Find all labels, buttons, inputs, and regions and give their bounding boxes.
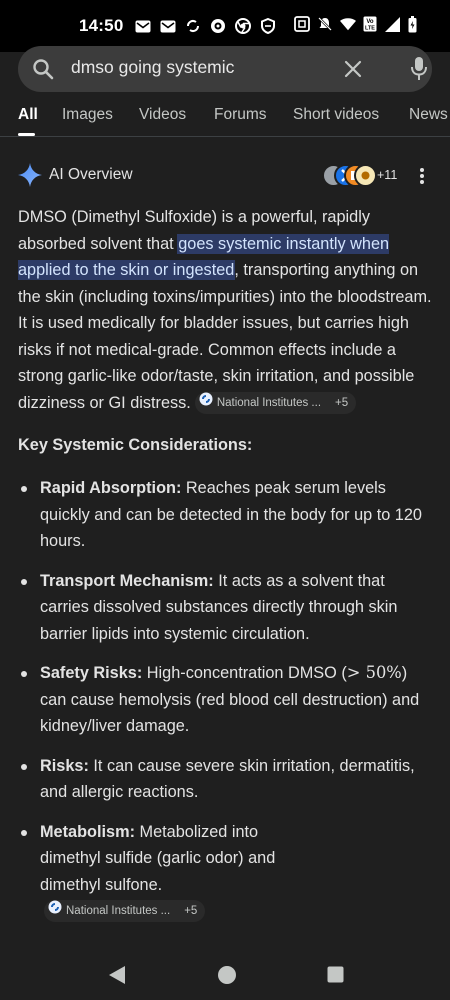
- more-options-icon[interactable]: [418, 165, 426, 192]
- battery-icon: [407, 16, 417, 32]
- source-avatar: [354, 164, 377, 187]
- gmail-icon: [135, 18, 151, 34]
- list-item: [18, 475, 436, 555]
- recents-icon[interactable]: [327, 966, 344, 988]
- citation-chip[interactable]: [195, 392, 356, 414]
- sync-icon: [185, 18, 201, 34]
- bullet-term: Safety Risks:: [40, 664, 143, 682]
- bullet-term: Transport Mechanism:: [40, 571, 214, 590]
- highlighted-text: goes systemic instantly when applied to the skin or ingested: [18, 234, 390, 279]
- bullet-term: Rapid Absorption:: [40, 479, 182, 497]
- bullet-term: Risks:: [40, 756, 89, 775]
- ai-overview-title: AI Overview: [49, 166, 133, 183]
- chrome-icon: [235, 18, 251, 34]
- gemini-sparkle-icon: [18, 163, 42, 192]
- mic-icon[interactable]: [411, 56, 427, 87]
- citation-source: National Institutes ...: [66, 905, 171, 917]
- volte-icon: [363, 16, 377, 32]
- status-time: 14:50: [79, 16, 124, 35]
- nih-icon: [199, 390, 213, 417]
- nih-icon: [48, 898, 62, 925]
- bullet-text: Reaches peak serum levels quickly and can be detected in the body for up to 120 hours.: [40, 479, 422, 550]
- nfc-icon: [294, 16, 310, 32]
- search-tabs: [0, 106, 450, 136]
- list-item: [18, 568, 436, 648]
- back-icon[interactable]: [108, 965, 126, 990]
- math-expression: > 50%: [346, 663, 402, 682]
- tab-videos[interactable]: Videos: [139, 106, 187, 123]
- sources-more-count[interactable]: +11: [377, 168, 398, 182]
- tab-news[interactable]: News: [409, 106, 448, 123]
- bullet-term: Metabolism:: [40, 822, 135, 841]
- tab-images[interactable]: Images: [62, 106, 113, 123]
- ai-overview-content: [18, 204, 436, 938]
- navigation-bar: [0, 950, 450, 1000]
- tab-all[interactable]: All: [18, 106, 38, 123]
- bullet-text: Metabolized into dimethyl sulfide (garlic odor) and dimethyl sulfone.: [40, 822, 276, 894]
- svg-text:LTE: LTE: [365, 25, 375, 32]
- citation-chip[interactable]: [44, 900, 205, 922]
- citation-more: +5: [184, 905, 198, 917]
- gmail-icon: [160, 18, 176, 34]
- bullet-text: High-concentration DMSO (: [142, 664, 347, 682]
- list-item: [18, 660, 436, 740]
- shield-icon: [260, 18, 276, 34]
- ai-overview-header: [18, 163, 432, 189]
- bullet-text: ) can cause hemolysis (red blood cell destruction) and kidney/liver damage.: [40, 664, 420, 735]
- search-icon[interactable]: [31, 57, 55, 86]
- svg-text:Vo: Vo: [366, 19, 374, 25]
- bullet-text: It acts as a solvent that carries dissolved substances directly through skin barrier lipids into systemic circulation.: [40, 571, 398, 643]
- home-icon[interactable]: [217, 965, 237, 990]
- citation-source: National Institutes ...: [216, 396, 322, 409]
- list-item: [18, 753, 436, 806]
- signal-icon: [384, 16, 400, 32]
- list-item: [18, 819, 436, 925]
- overview-paragraph: DMSO (Dimethyl Sulfoxide) is a powerful, rapidly absorbed solvent that goes systemic instantly when applied to the skin or ingested, transporting anything on the skin (including toxins/impurities) into the bloodstream. It is used medically for bladder issues, but carries high risks if not medical-grade. Common effects include a strong garlic-like odor/taste, skin irritation, and possible dizziness or GI distress. National Institutes ... +5: [18, 204, 436, 416]
- citation-more: +5: [335, 396, 349, 409]
- bell-muted-icon: [317, 16, 333, 32]
- target-icon: [210, 18, 226, 34]
- search-bar[interactable]: [18, 46, 432, 92]
- source-avatars[interactable]: [322, 163, 378, 189]
- bullet-text: It can cause severe skin irritation, dermatitis, and allergic reactions.: [40, 756, 415, 801]
- considerations-list: [18, 475, 436, 925]
- system-icons: [294, 16, 417, 32]
- tab-forums[interactable]: Forums: [214, 106, 267, 123]
- search-input[interactable]: [71, 57, 341, 78]
- clear-icon[interactable]: [343, 59, 363, 84]
- notification-icons: [135, 18, 276, 34]
- wifi-icon: [340, 16, 356, 32]
- status-bar: [0, 0, 450, 52]
- tabs-divider: [0, 136, 450, 137]
- tab-short-videos[interactable]: Short videos: [293, 106, 380, 123]
- section-heading: Key Systemic Considerations:: [18, 436, 253, 454]
